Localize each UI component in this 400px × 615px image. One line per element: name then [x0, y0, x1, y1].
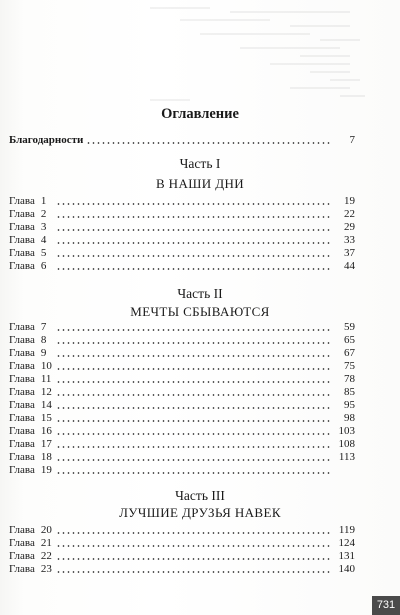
chapter-label: Глава	[9, 550, 35, 562]
chapter-page: 85	[344, 386, 355, 398]
part-title: МЕЧТЫ СБЫВАЮТСЯ	[130, 304, 270, 319]
toc-row-chapter[interactable]	[9, 321, 355, 334]
chapter-page: 44	[344, 260, 355, 272]
toc-entry-page: 7	[349, 134, 355, 146]
chapter-page: 103	[338, 425, 355, 437]
chapter-number: 18	[40, 451, 52, 463]
leader-dots	[56, 459, 332, 461]
toc-row-chapter[interactable]	[9, 347, 355, 360]
chapter-number: 8	[40, 334, 47, 346]
chapter-label: Глава	[9, 221, 35, 233]
chapter-label: Глава	[9, 321, 35, 333]
chapter-page: 98	[344, 412, 355, 424]
chapter-number: 10	[40, 360, 52, 372]
chapter-page: 108	[338, 438, 355, 450]
chapter-number: 1	[40, 195, 47, 207]
chapter-label: Глава	[9, 464, 35, 476]
leader-dots	[56, 255, 332, 257]
toc-row-chapter[interactable]	[9, 464, 355, 477]
toc-row-chapter[interactable]	[9, 195, 355, 208]
leader-dots	[56, 532, 332, 534]
toc-row-chapter[interactable]	[9, 399, 355, 412]
chapter-page: 33	[344, 234, 355, 246]
leader-dots	[56, 381, 332, 383]
chapter-label: Глава	[9, 347, 35, 359]
toc-row-chapter[interactable]	[9, 221, 355, 234]
bleed-through-text	[0, 0, 400, 110]
leader-dots	[56, 433, 332, 435]
leader-dots	[56, 229, 332, 231]
chapter-page: 29	[344, 221, 355, 233]
chapter-label: Глава	[9, 360, 35, 372]
toc-row-chapter[interactable]	[9, 438, 355, 451]
chapter-number: 15	[40, 412, 52, 424]
chapter-number: 20	[40, 524, 52, 536]
part-title: В НАШИ ДНИ	[155, 176, 245, 191]
chapter-label: Глава	[9, 412, 35, 424]
leader-dots	[56, 545, 332, 547]
leader-dots	[56, 420, 332, 422]
chapter-number: 2	[40, 208, 47, 220]
chapter-label: Глава	[9, 260, 35, 272]
chapter-page: 78	[344, 373, 355, 385]
toc-title: Оглавление	[161, 106, 239, 122]
toc-row-chapter[interactable]	[9, 563, 355, 576]
chapter-label: Глава	[9, 425, 35, 437]
leader-dots	[56, 394, 332, 396]
chapter-label: Глава	[9, 234, 35, 246]
chapter-number: 22	[40, 550, 52, 562]
chapter-page: 95	[344, 399, 355, 411]
chapter-page: 124	[338, 537, 355, 549]
chapter-number: 14	[40, 399, 52, 411]
chapter-label: Глава	[9, 399, 35, 411]
leader-dots	[56, 216, 332, 218]
leader-dots	[56, 446, 332, 448]
leader-dots	[56, 329, 332, 331]
chapter-label: Глава	[9, 208, 35, 220]
leader-dots	[56, 558, 332, 560]
chapter-page: 19	[344, 195, 355, 207]
chapter-page: 75	[344, 360, 355, 372]
page-number-badge: 731	[372, 596, 400, 615]
leader-dots	[56, 355, 332, 357]
chapter-number: 5	[40, 247, 47, 259]
toc-row-chapter[interactable]	[9, 373, 355, 386]
chapter-page: 140	[338, 563, 355, 575]
toc-row-chapter[interactable]	[9, 260, 355, 273]
leader-dots	[56, 268, 332, 270]
toc-row-chapter[interactable]	[9, 334, 355, 347]
chapter-page: 65	[344, 334, 355, 346]
toc-row-chapter[interactable]	[9, 451, 355, 464]
leader-dots	[56, 407, 332, 409]
leader-dots	[86, 142, 332, 144]
chapter-number: 12	[40, 386, 52, 398]
chapter-page: 59	[344, 321, 355, 333]
chapter-page: 113	[338, 451, 355, 463]
part-number: Часть III	[175, 488, 225, 503]
chapter-label: Глава	[9, 247, 35, 259]
chapter-label: Глава	[9, 524, 35, 536]
toc-row-chapter[interactable]	[9, 360, 355, 373]
chapter-number: 9	[40, 347, 47, 359]
toc-row-chapter[interactable]	[9, 386, 355, 399]
chapter-label: Глава	[9, 386, 35, 398]
part-number: Часть I	[179, 156, 221, 171]
toc-entry-label: Благодарности	[9, 134, 84, 146]
toc-row-chapter[interactable]	[9, 524, 355, 537]
toc-row-chapter[interactable]	[9, 208, 355, 221]
chapter-number: 23	[40, 563, 52, 575]
chapter-number: 19	[40, 464, 52, 476]
chapter-number: 16	[40, 425, 52, 437]
chapter-label: Глава	[9, 373, 35, 385]
chapter-number: 21	[40, 537, 52, 549]
chapter-label: Глава	[9, 195, 35, 207]
chapter-label: Глава	[9, 451, 35, 463]
part-title: ЛУЧШИЕ ДРУЗЬЯ НАВЕК	[119, 505, 281, 520]
chapter-label: Глава	[9, 438, 35, 450]
chapter-number: 3	[40, 221, 47, 233]
leader-dots	[56, 472, 332, 474]
chapter-number: 6	[40, 260, 47, 272]
toc-row-chapter[interactable]	[9, 537, 355, 550]
leader-dots	[56, 242, 332, 244]
leader-dots	[56, 571, 332, 573]
toc-row-chapter[interactable]	[9, 234, 355, 247]
chapter-page: 119	[338, 524, 355, 536]
toc-row-acknowledgements[interactable]	[9, 134, 355, 147]
chapter-label: Глава	[9, 334, 35, 346]
chapter-page: 22	[344, 208, 355, 220]
toc-row-chapter[interactable]	[9, 425, 355, 438]
leader-dots	[56, 342, 332, 344]
chapter-page: 67	[344, 347, 355, 359]
chapter-label: Глава	[9, 563, 35, 575]
chapter-label: Глава	[9, 537, 35, 549]
leader-dots	[56, 203, 332, 205]
chapter-number: 7	[40, 321, 47, 333]
toc-row-chapter[interactable]	[9, 247, 355, 260]
chapter-number: 4	[40, 234, 47, 246]
part-number: Часть II	[177, 286, 223, 301]
chapter-number: 11	[40, 373, 52, 385]
toc-row-chapter[interactable]	[9, 550, 355, 563]
chapter-page: 131	[338, 550, 355, 562]
toc-row-chapter[interactable]	[9, 412, 355, 425]
leader-dots	[56, 368, 332, 370]
chapter-number: 17	[40, 438, 52, 450]
chapter-page: 37	[344, 247, 355, 259]
